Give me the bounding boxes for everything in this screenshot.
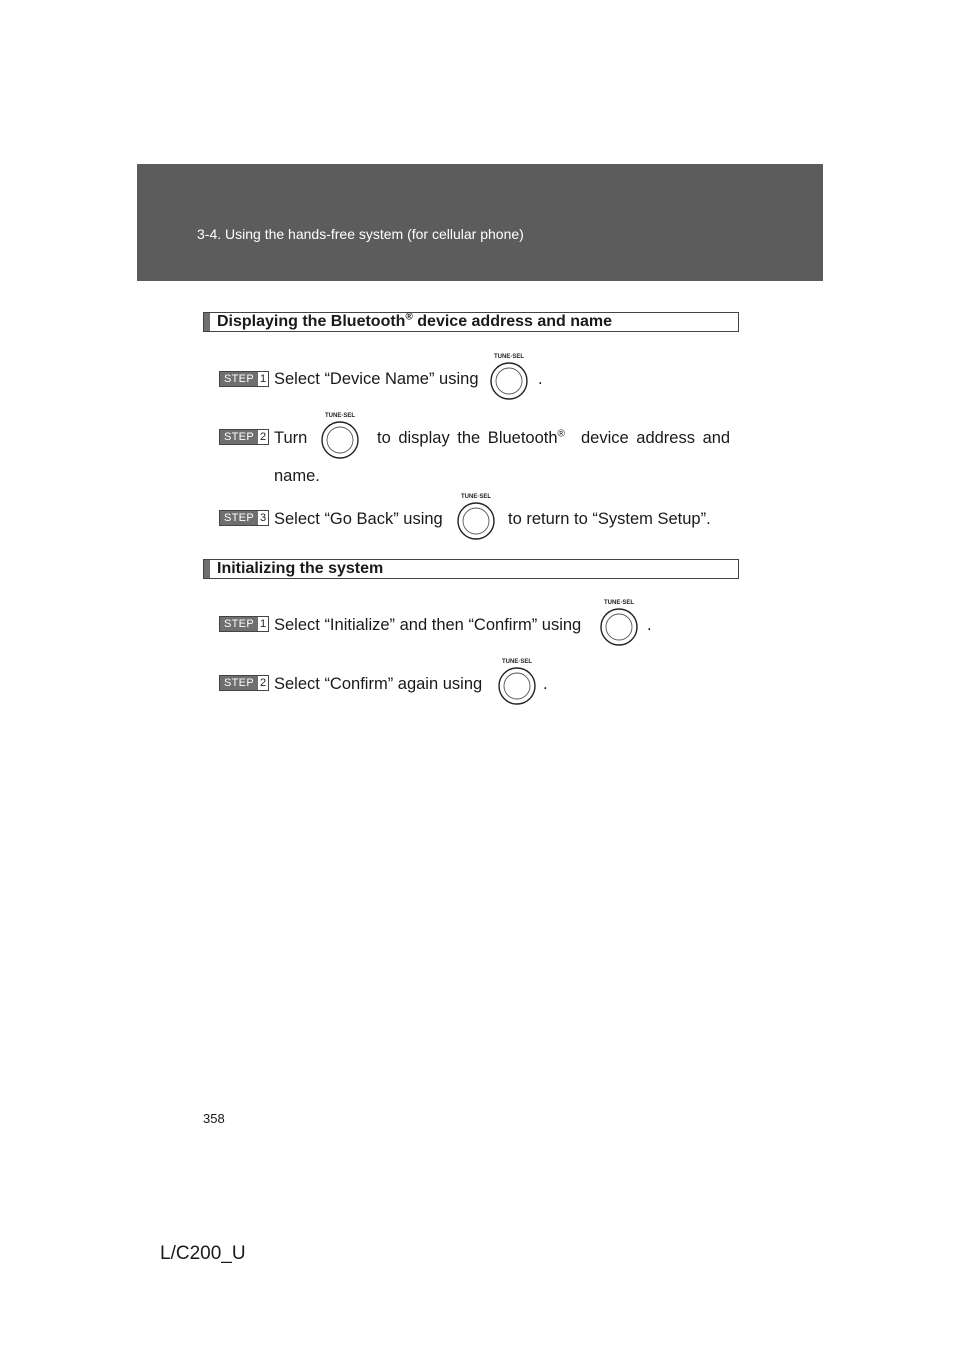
tune-sel-knob-icon [456, 491, 496, 543]
step-badge [219, 675, 269, 691]
step-number: 2 [259, 431, 267, 443]
step-text: Select “Confirm” again using [274, 675, 483, 693]
title-accent [204, 560, 210, 578]
section-title: Displaying the Bluetooth® device address and name [217, 311, 613, 330]
step-text: Turn [274, 429, 308, 447]
section-title-bar [203, 312, 739, 332]
tune-sel-knob-icon [489, 351, 529, 403]
step-number: 1 [259, 373, 267, 385]
step-word: STEP [220, 372, 258, 386]
section-title: Initializing the system [217, 560, 384, 577]
step-text: Select “Initialize” and then “Confirm” using [274, 616, 582, 634]
tune-sel-knob-icon [599, 597, 639, 649]
step-badge [219, 371, 269, 387]
step-badge [219, 616, 269, 632]
tune-sel-knob-icon [497, 656, 537, 708]
step-text-wrap: name. [274, 467, 320, 485]
footer-code: L/C200_U [160, 1243, 246, 1264]
step-text-end: to return to “System Setup”. [508, 510, 711, 528]
step-text-cont: to display the Bluetooth® [377, 428, 565, 447]
step-word: STEP [220, 430, 258, 444]
step-text-end: . [647, 616, 652, 634]
step-number: 1 [259, 618, 267, 630]
step-badge [219, 510, 269, 526]
step-badge [219, 429, 269, 445]
step-word: STEP [220, 511, 258, 525]
step-word: STEP [220, 617, 258, 631]
svg-text:TUNE·SEL: TUNE·SEL [502, 659, 532, 665]
page-number: 358 [203, 1111, 225, 1126]
svg-text:TUNE·SEL: TUNE·SEL [325, 413, 355, 419]
svg-text:TUNE·SEL: TUNE·SEL [494, 354, 524, 360]
step-text: Select “Go Back” using [274, 510, 443, 528]
step-word: STEP [220, 676, 258, 690]
svg-text:TUNE·SEL: TUNE·SEL [461, 494, 491, 500]
step-text: Select “Device Name” using [274, 370, 479, 388]
tune-sel-knob-icon [320, 410, 360, 462]
section-title-bar [203, 559, 739, 579]
step-number: 3 [259, 512, 267, 524]
section-label: 3-4. Using the hands-free system (for cellular phone) [197, 226, 524, 242]
step-text-cont2: device address and [581, 429, 731, 447]
step-number: 2 [259, 677, 267, 689]
step-text-end: . [543, 675, 548, 693]
step-text-end: . [538, 370, 543, 388]
svg-text:TUNE·SEL: TUNE·SEL [604, 600, 634, 606]
title-accent [204, 313, 210, 331]
header-band [137, 164, 823, 281]
